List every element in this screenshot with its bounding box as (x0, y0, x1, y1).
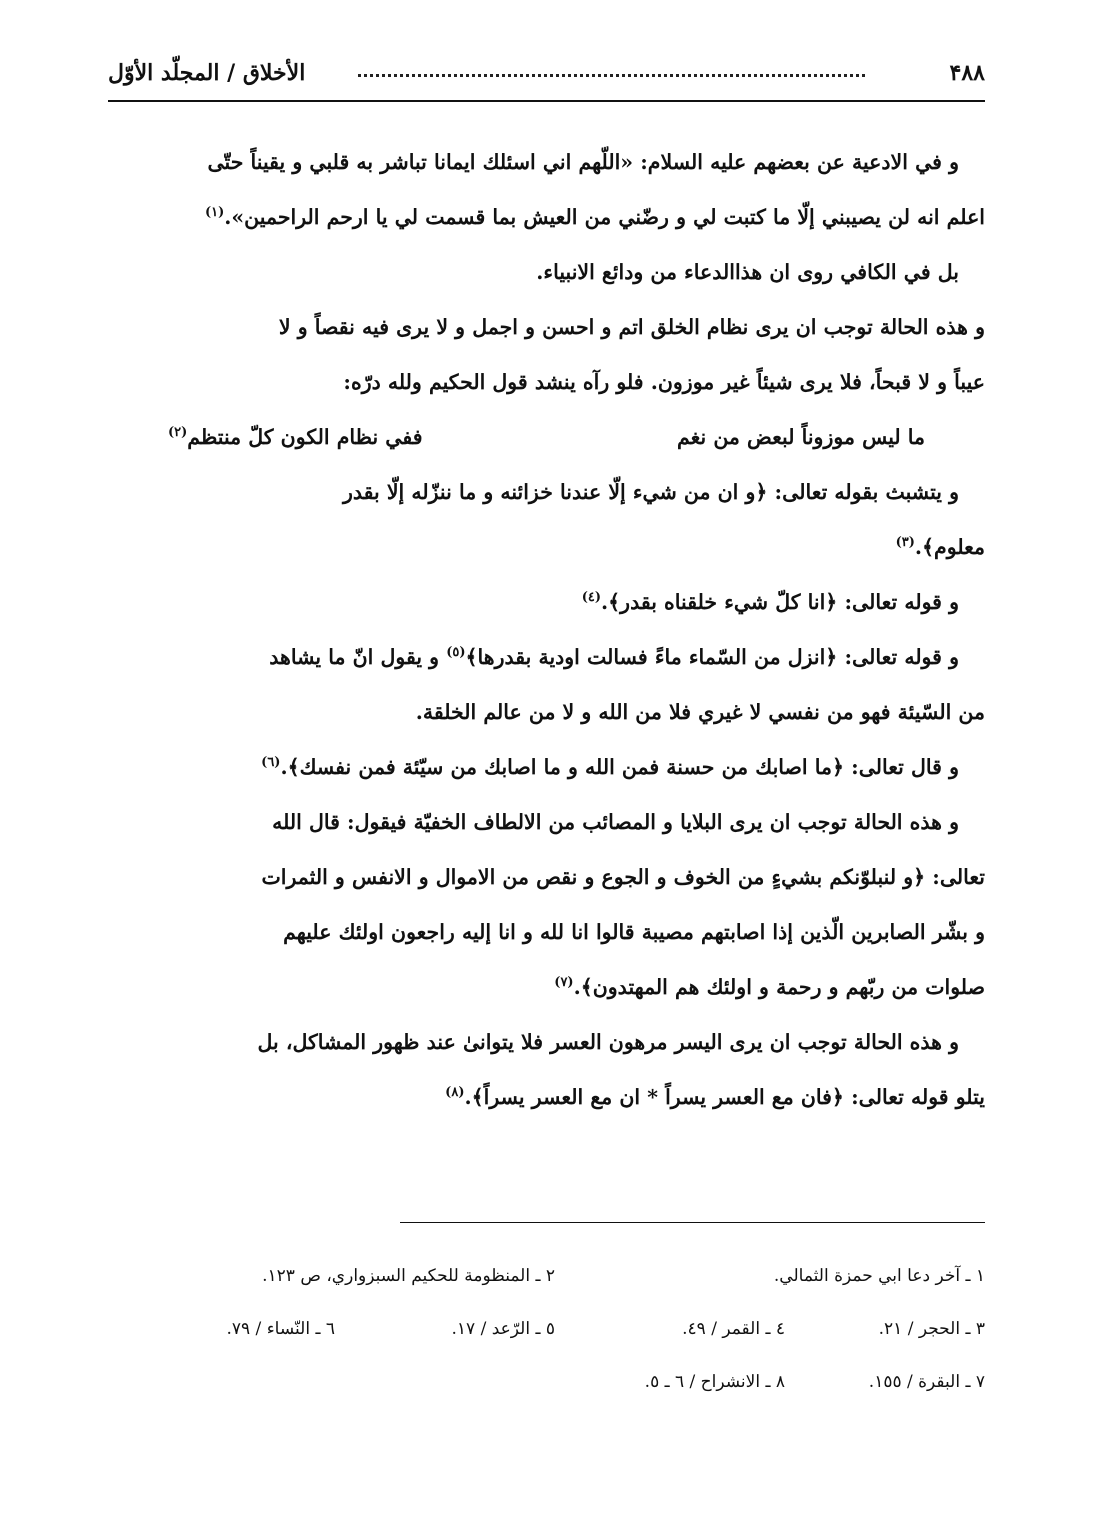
text-line: تعالى: ﴿و لنبلوّنكم بشيءٍ من الخوف و الجوع و نقص من الاموال و الانفس و الثمرات (261, 865, 985, 889)
footnote-marker: (۳) (895, 535, 915, 551)
footnote: ٦ ـ النّساء / ٧٩. (226, 1319, 335, 1339)
page-header (108, 50, 985, 100)
text-line: و يتشبث بقوله تعالى: ﴿و ان من شيء إلّا عندنا خزائنه و ما ننزّله إلّا بقدر (342, 480, 959, 504)
text-line: بل في الكافي روى ان هذاالدعاء من ودائع الانبياء. (536, 260, 959, 284)
verse-hemistich-left: ففي نظام الكون كلّ منتظم$^{(۲)}$ (168, 425, 423, 449)
footnote-marker: (۲) (168, 425, 188, 441)
footnote: ٢ ـ المنظومة للحكيم السبزواري، ص ١٢٣. (262, 1266, 555, 1286)
footnote: ١ ـ آخر دعا ابي حمزة الثمالي. (773, 1266, 985, 1286)
footnote-separator (400, 1222, 985, 1223)
text-line: و هذه الحالة توجب ان يرى نظام الخلق اتم و احسن و اجمل و لا يرى فيه نقصاً و لا (278, 315, 985, 339)
text-line: و قوله تعالى: ﴿انا كلّ شيء خلقناه بقدر﴾.$^{(٤)}$ (581, 590, 959, 614)
footnote-row (108, 1356, 985, 1409)
text-line: عيباً و لا قبحاً، فلا يرى شيئاً غير موزون. فلو رآه ينشد قول الحكيم ولله درّه: (343, 370, 985, 394)
footnote-marker: (۷) (554, 975, 574, 991)
text-line: و هذه الحالة توجب ان يرى اليسر مرهون العسر فلا يتوانىٰ عند ظهور المشاكل، بل (257, 1030, 959, 1054)
header-rule (108, 100, 985, 102)
body-text (108, 135, 985, 1125)
footnotes (108, 1250, 985, 1409)
footnote-marker: (۸) (445, 1085, 465, 1101)
footnote-row (108, 1250, 985, 1303)
footnote-marker: (۱) (204, 205, 225, 221)
footnote: ٤ ـ القمر / ٤٩. (682, 1319, 785, 1339)
text-line: و قوله تعالى: ﴿انزل من السّماء ماءً فسالت اودية بقدرها﴾$^{(٥)}$ و يقول انّ ما يشاهد (269, 645, 959, 669)
text-line: اعلم انه لن يصيبني إلّا ما كتبت لي و رضّني من العيش بما قسمت لي يا ارحم الراحمين».$^{(۱)}$ (204, 205, 985, 229)
text-line: و في الادعية عن بعضهم عليه السلام: «اللّهم اني اسئلك ايمانا تباشر به قلبي و يقيناً حتّى (207, 150, 959, 174)
footnote-marker: (٦) (261, 755, 281, 771)
verse-hemistich-right: ما ليس موزوناً لبعض من نغم (676, 425, 925, 449)
text-line: يتلو قوله تعالى: ﴿فان مع العسر يسراً * ان مع العسر يسراً﴾.$^{(۸)}$ (445, 1085, 985, 1109)
footnote: ٨ ـ الانشراح / ٦ ـ ٥. (644, 1372, 785, 1392)
text-line: و بشّر الصابرين الّذين إذا اصابتهم مصيبة قالوا انا لله و انا إليه راجعون اولئك عليهم (283, 920, 985, 944)
page-number: ۴۸۸ (949, 60, 985, 86)
text-line: معلوم﴾.$^{(۳)}$ (895, 535, 985, 559)
poem-verse (108, 410, 985, 465)
text-line: من السّيئة فهو من نفسي لا غيري فلا من الله و لا من عالم الخلقة. (415, 700, 985, 724)
footnote-marker: (٥) (446, 645, 466, 661)
footnote-marker: (٤) (581, 590, 602, 606)
text-line: و هذه الحالة توجب ان يرى البلايا و المصائب من الالطاف الخفيّة فيقول: قال الله (272, 810, 959, 834)
footnote: ٣ ـ الحجر / ٢١. (878, 1319, 985, 1339)
footnote-row (108, 1303, 985, 1356)
text-line: صلوات من ربّهم و رحمة و اولئك هم المهتدون﴾.$^{(۷)}$ (554, 975, 985, 999)
footnote: ٥ ـ الرّعد / ١٧. (451, 1319, 555, 1339)
header-dot-leader (358, 58, 865, 77)
text-line: و قال تعالى: ﴿ما اصابك من حسنة فمن الله و ما اصابك من سيّئة فمن نفسك﴾.$^{(٦)}$ (261, 755, 959, 779)
running-title: الأخلاق / المجلّد الأوّل (108, 60, 306, 86)
footnote: ٧ ـ البقرة / ١٥٥. (868, 1372, 985, 1392)
